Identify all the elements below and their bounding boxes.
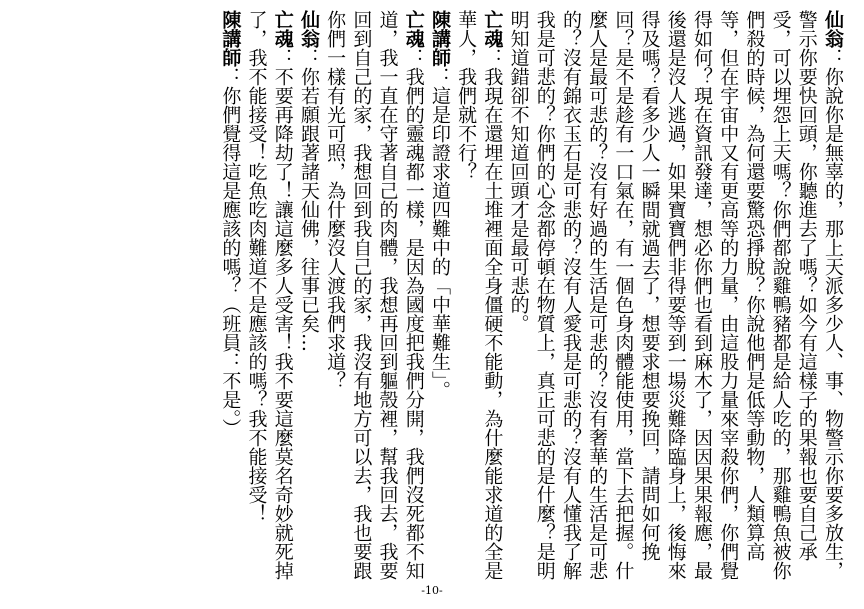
speaker-label: 仙翁: [297, 10, 320, 48]
paragraph-text: 我現在還埋在土堆裡面全身僵硬不能動，為什麼能求道的全是華人，我們就不行？: [455, 10, 504, 580]
paragraph-3: 陳講師：這是印證求道四難中的「中華難生」。: [428, 10, 451, 400]
speaker-label: 亡魂: [481, 10, 504, 48]
speaker-label: 亡魂: [402, 10, 425, 48]
paragraph-text: 不要再降劫了！讓這麼多人受害！我不要這麼莫名奇妙就死掉了，我不能接受！吃魚吃肉難道不是應該的嗎？我不能接受！: [245, 10, 294, 580]
paragraph-text: 這是印證求道四難中的「中華難生」。: [428, 86, 451, 400]
speaker-label: 亡魂: [271, 10, 294, 48]
speaker-label: 陳講師: [219, 10, 242, 67]
paragraph-4: 亡魂：我們的靈魂都一樣，是因為國度把我們分開，我們沒死都不知道，我一直在守著自己的肉體，我想再回到軀殼裡，幫我回去，我要回到自己的家，我想回到我自己的家，我沒有地方可以去，我也要跟你們一樣有光可照，為什麼沒人渡我們求道？: [324, 10, 425, 580]
paragraph-1: 仙翁：你說你是無辜的，那上天派多少人、事、物警示你要多放生，警示你要快回頭，你聽進去了嗎？如今有這樣子的果報也要自己承受，可以埋怨上天嗎？你們都說雞鴨豬都是給人吃的，那雞鴨魚被你們殺的時候，為何還要驚恐掙脫？你說他們是低等動物，人類算高等，但在宇宙中又有更高等的力量，由這股力量來宰殺你們，你們覺得如何？現在資訊發達，想必你們也看到麻木了，因因果果報應，最後還是沒人逃過，如果寶寶們非得要等到一場災難降臨身上，後悔來得及嗎？看多少人一瞬間就過去了，想要求想要挽回，請問如何挽回？是不是趁有一口氣在，有一個色身肉體能使用，當下去把握。什麼人是最可悲的？沒有好過的生活是可悲的？沒有奢華的生活是可悲的？沒有錦衣玉石是可悲的？沒有人愛我是可悲的？沒有人懂我了解我是可悲的？你們的心念都停頓在物質上，真正可悲的是什麼？是明明知道錯卻不知道回頭才是最可悲的。: [507, 10, 844, 580]
paragraph-2: 亡魂：我現在還埋在土堆裡面全身僵硬不能動，為什麼能求道的全是華人，我們就不行？: [455, 10, 504, 580]
speaker-label: 仙翁: [822, 10, 844, 48]
paragraph-text: 你們覺得這是應該的嗎？（班員：不是。）: [219, 86, 242, 438]
speaker-label: 陳講師: [428, 10, 451, 67]
paragraph-7: 陳講師：你們覺得這是應該的嗎？（班員：不是。）: [219, 10, 242, 438]
paragraph-text: 我們的靈魂都一樣，是因為國度把我們分開，我們沒死都不知道，我一直在守著自己的肉體，我想再回到軀殼裡，幫我回去，我要回到自己的家，我想回到我自己的家，我沒有地方可以去，我也要跟你們一樣有光可照，為什麼沒人渡我們求道？: [324, 10, 425, 580]
paragraph-6: 亡魂：不要再降劫了！讓這麼多人受害！我不要這麼莫名奇妙就死掉了，我不能接受！吃魚吃肉難道不是應該的嗎？我不能接受！: [245, 10, 294, 580]
page-number: -10-: [421, 584, 443, 597]
paragraph-text: 你若願跟著諸天仙佛，往事已矣…: [297, 67, 320, 352]
paragraph-5: 仙翁：你若願跟著諸天仙佛，往事已矣…: [297, 10, 320, 352]
paragraph-text: 你說你是無辜的，那上天派多少人、事、物警示你要多放生，警示你要快回頭，你聽進去了嗎？如今有這樣子的果報也要自己承受，可以埋怨上天嗎？你們都說雞鴨豬都是給人吃的，那雞鴨魚被你們殺的時候，為何還要驚恐掙脫？你說他們是低等動物，人類算高等，但在宇宙中又有更高等的力量，由這股力量來宰殺你們，你們覺得如何？現在資訊發達，想必你們也看到麻木了，因因果果報應，最後還是沒人逃過，如果寶寶們非得要等到一場災難降臨身上，後悔來得及嗎？看多少人一瞬間就過去了，想要求想要挽回，請問如何挽回？是不是趁有一口氣在，有一個色身肉體能使用，當下去把握。什麼人是最可悲的？沒有好過的生活是可悲的？沒有奢華的生活是可悲的？沒有錦衣玉石是可悲的？沒有人愛我是可悲的？沒有人懂我了解我是可悲的？你們的心念都停頓在物質上，真正可悲的是什麼？是明明知道錯卻不知道回頭才是最可悲的。: [507, 10, 844, 580]
